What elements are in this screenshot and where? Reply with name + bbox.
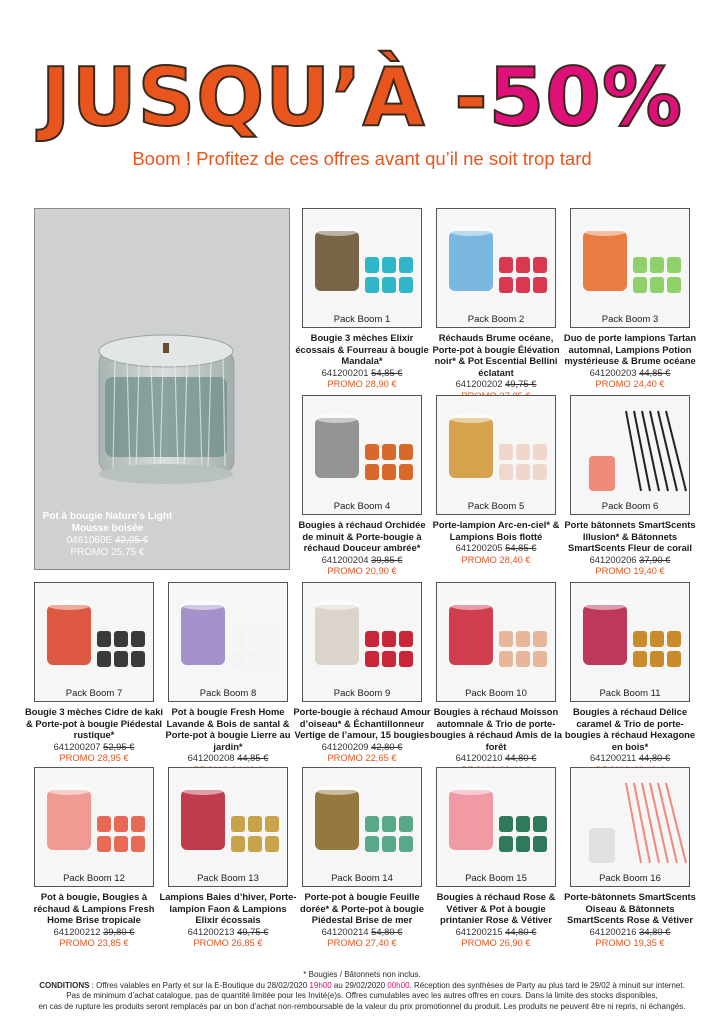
- pack-label: Pack Boom 5: [467, 501, 525, 512]
- product-info: [560, 519, 700, 577]
- product-info: [24, 891, 164, 949]
- product-name: Porte-bâtonnets SmartScents Oiseau & Bâtonnets SmartScents Rose & Vétiver: [564, 891, 696, 925]
- product-old-price: 37,90 €: [639, 553, 671, 565]
- product-ref: [158, 926, 298, 938]
- pack-label: Pack Boom 3: [601, 314, 659, 325]
- product-info: [426, 519, 566, 565]
- product-name: Bougies à réchaud Rose & Vétiver & Pot à bougie printanier Rose & Vétiver: [436, 891, 556, 925]
- hero-ref-code: 0461060E: [66, 535, 113, 546]
- product-ref-code: 641200214: [321, 925, 369, 937]
- product-old-price: 39,80 €: [103, 925, 135, 937]
- product-promo: PROMO 26,90 €: [461, 937, 531, 948]
- footer-conditions: [0, 981, 724, 992]
- footer-line1-b: au 29/02/2020: [331, 980, 388, 990]
- product-image: [437, 396, 556, 500]
- product-ref: [560, 752, 700, 764]
- product-ref-code: 641200209: [321, 740, 369, 752]
- pack-label: Pack Boom 1: [333, 314, 391, 325]
- pack-label: Pack Boom 13: [197, 873, 259, 884]
- product-old-price: 39,85 €: [371, 553, 403, 565]
- product-image: [303, 209, 422, 313]
- product-name: Pot à bougie Fresh Home Lavande & Bois de santal & Porte-pot à bougie Lierre au jardin*: [165, 706, 291, 752]
- product-info: [426, 706, 566, 775]
- pack-label: Pack Boom 4: [333, 501, 391, 512]
- product-image-frame: [436, 208, 556, 328]
- product-ref: [292, 554, 432, 566]
- footer-line2: Pas de minimum d’achat catalogue, pas de quantité limitée pour les Invité(e)s. Offres cumulables avec les autres offres en cours. Dans la limite des stocks disponibles,: [66, 991, 658, 1000]
- product-old-price: 42,80 €: [371, 740, 403, 752]
- product-info: [292, 519, 432, 577]
- subtitle: Boom ! Profitez de ces offres avant qu’il ne soit trop tard: [132, 148, 592, 169]
- product-image-frame: [570, 395, 690, 515]
- footer-time-2: 00h00: [387, 980, 410, 990]
- product-old-price: 44,85 €: [237, 752, 269, 763]
- product-ref: [426, 378, 566, 390]
- product-promo: PROMO 19,40 €: [595, 565, 665, 576]
- product-info: [158, 891, 298, 949]
- product-name: Porte-bougie à réchaud Amour d’oiseau* & Échantillonneur Vertige de l’amour, 15 bougies: [293, 706, 431, 740]
- product-image: [437, 583, 556, 687]
- product-ref-code: 641200208: [187, 752, 235, 763]
- product-name: Pot à bougie, Bougies à réchaud & Lampions Fresh Home Brise tropicale: [33, 891, 155, 925]
- product-name: Porte bâtonnets SmartScents Illusion* & Bâtonnets SmartScents Fleur de corail: [564, 519, 696, 553]
- product-ref-code: 641200204: [321, 553, 369, 565]
- product-ref-code: 641200202: [455, 378, 503, 389]
- product-name: Lampions Baies d’hiver, Porte-lampion Faon & Lampions Elixir écossais: [159, 891, 297, 925]
- footer-note: * Bougies / Bâtonnets non inclus.: [303, 970, 421, 979]
- pack-label: Pack Boom 16: [599, 873, 661, 884]
- product-ref: [292, 926, 432, 938]
- product-image-frame: [302, 582, 422, 702]
- product-old-price: 54,85 €: [371, 366, 403, 378]
- product-ref-code: 641200211: [589, 752, 637, 763]
- product-ref: [560, 554, 700, 566]
- product-name: Porte-pot à bougie Feuille dorée* & Porte-pot à bougie Piédestal Brise de mer: [300, 891, 424, 925]
- product-name: Duo de porte lampions Tartan automnal, Lampions Potion mystérieuse & Brume océane: [563, 332, 697, 366]
- product-ref-code: 641200216: [589, 925, 637, 937]
- product-ref-code: 641200203: [589, 366, 637, 378]
- product-info: [158, 706, 298, 775]
- product-ref: [24, 926, 164, 938]
- product-image: [437, 768, 556, 872]
- product-image-frame: [436, 582, 556, 702]
- hero-ref: [35, 535, 180, 547]
- pack-label: Pack Boom 11: [599, 688, 661, 699]
- product-old-price: 44,80 €: [505, 925, 537, 937]
- product-ref: [560, 926, 700, 938]
- product-promo: PROMO 22,65 €: [327, 752, 397, 763]
- hero-name-1: Pot à bougie Nature’s Light: [42, 511, 173, 522]
- product-image-frame: [302, 767, 422, 887]
- product-info: [560, 706, 700, 775]
- pack-label: Pack Boom 7: [65, 688, 123, 699]
- product-ref: [426, 926, 566, 938]
- product-info: [292, 332, 432, 390]
- product-old-price: 44,80 €: [505, 752, 537, 763]
- product-ref-code: 641200213: [187, 925, 235, 937]
- pack-label: Pack Boom 2: [467, 314, 525, 325]
- product-promo: PROMO 28,95 €: [59, 752, 129, 763]
- headline-main: JUSQU’À -: [40, 51, 489, 144]
- product-promo: PROMO 24,40 €: [595, 378, 665, 389]
- product-ref-code: 641200201: [321, 366, 369, 378]
- product-name: Bougies à réchaud Moisson automnale & Trio de porte-bougies à réchaud Amis de la forêt: [430, 706, 562, 752]
- product-image-frame: [570, 208, 690, 328]
- pack-label: Pack Boom 12: [63, 873, 125, 884]
- product-ref-code: 641200205: [455, 542, 503, 553]
- product-name: Bougies à réchaud Délice caramel & Trio de porte-bougies à réchaud Hexagone en bois*: [564, 706, 696, 752]
- footer-line1-c: . Réception des synthèses de Party au plus tard le 29/02 à minuit sur internet.: [409, 980, 685, 990]
- pack-label: Pack Boom 15: [465, 873, 527, 884]
- product-image: [303, 768, 422, 872]
- product-image: [303, 583, 422, 687]
- product-info: [560, 891, 700, 949]
- pack-label: Pack Boom 6: [601, 501, 659, 512]
- product-image-frame: [168, 582, 288, 702]
- product-name: Bougies à réchaud Orchidée de minuit & Porte-bougie à réchaud Douceur ambrée*: [298, 519, 426, 553]
- product-ref-code: 641200210: [455, 752, 503, 763]
- product-ref-code: 641200207: [53, 740, 101, 752]
- product-image: [571, 396, 690, 500]
- pack-label: Pack Boom 9: [333, 688, 391, 699]
- product-promo: PROMO 28,40 €: [461, 553, 531, 565]
- headline-percent: 50%: [488, 51, 684, 144]
- product-ref: [292, 741, 432, 753]
- product-old-price: 54,85 €: [505, 542, 537, 553]
- product-name: Bougie 3 mèches Elixir écossais & Fourreau à bougie Mandala*: [295, 332, 429, 366]
- footer-cond-label: CONDITIONS: [39, 980, 90, 990]
- footer: [0, 970, 724, 1012]
- product-image: [35, 768, 154, 872]
- product-name: Bougie 3 mèches Cidre de kaki & Porte-pot à bougie Piédestal rustique*: [24, 706, 164, 740]
- product-info: [426, 891, 566, 949]
- product-image-frame: [34, 582, 154, 702]
- product-promo: PROMO 28,90 €: [327, 378, 397, 389]
- product-info: [24, 706, 164, 764]
- product-ref: [24, 741, 164, 753]
- product-image-frame: [302, 395, 422, 515]
- product-old-price: 49,75 €: [505, 378, 537, 389]
- product-image: [169, 583, 288, 687]
- product-promo: PROMO 20,90 €: [327, 565, 397, 576]
- hero-name-2: Mousse boisée: [71, 523, 144, 534]
- product-image: [571, 768, 690, 872]
- product-image: [571, 209, 690, 313]
- product-promo: PROMO 27,40 €: [327, 937, 397, 948]
- product-promo: PROMO 26,85 €: [193, 937, 263, 948]
- product-old-price: 49,75 €: [237, 925, 269, 937]
- product-old-price: 34,80 €: [639, 925, 671, 937]
- product-image-frame: [302, 208, 422, 328]
- product-image-frame: [168, 767, 288, 887]
- hero-promo: PROMO 25,75 €: [70, 547, 145, 558]
- product-image: [571, 583, 690, 687]
- product-ref: [426, 542, 566, 554]
- product-info: [292, 891, 432, 949]
- product-image: [169, 768, 288, 872]
- product-ref-code: 641200212: [53, 925, 101, 937]
- product-promo: PROMO 19,35 €: [595, 937, 665, 948]
- product-old-price: 44,80 €: [638, 752, 671, 763]
- product-name: Réchauds Brume océane, Porte-pot à bougie Élévation noir* & Pot Escential Bellini éclatant: [432, 332, 560, 378]
- product-ref: [426, 752, 566, 764]
- product-image: [303, 396, 422, 500]
- product-ref-code: 641200215: [455, 925, 503, 937]
- product-image-frame: [34, 767, 154, 887]
- hero-old-price: 42,95 €: [115, 535, 149, 546]
- product-info: [426, 332, 566, 401]
- footer-line3: en cas de rupture les produits seront remplacés par un bon d’achat non-remboursable de la valeur du prix promotionnel du produit. Les produits ne peuvent être ni repris, ni échangés.: [38, 1001, 686, 1011]
- product-old-price: 52,95 €: [103, 740, 135, 752]
- product-image-frame: [436, 395, 556, 515]
- product-ref-code: 641200206: [589, 553, 637, 565]
- pack-label: Pack Boom 14: [331, 873, 393, 884]
- product-name: Porte-lampion Arc-en-ciel* & Lampions Bois flotté: [432, 519, 560, 542]
- product-image-frame: [436, 767, 556, 887]
- hero-product[interactable]: [34, 208, 290, 570]
- product-image-frame: [570, 767, 690, 887]
- product-info: [560, 332, 700, 390]
- product-info: [292, 706, 432, 764]
- footer-line1-a: : Offres valables en Party et sur la E-Boutique du 28/02/2020: [89, 980, 310, 990]
- product-promo: PROMO 23,85 €: [59, 937, 129, 948]
- headline: [0, 51, 724, 144]
- product-image: [437, 209, 556, 313]
- product-ref: [560, 367, 700, 379]
- pack-label: Pack Boom 8: [199, 688, 257, 699]
- product-ref: [292, 367, 432, 379]
- product-old-price: 54,80 €: [371, 925, 403, 937]
- product-old-price: 44,85 €: [639, 366, 671, 378]
- pack-label: Pack Boom 10: [465, 688, 527, 699]
- product-image: [35, 583, 154, 687]
- product-image-frame: [570, 582, 690, 702]
- product-ref: [158, 752, 298, 764]
- hero-caption: [35, 511, 180, 559]
- footer-time-1: 19h00: [309, 980, 332, 990]
